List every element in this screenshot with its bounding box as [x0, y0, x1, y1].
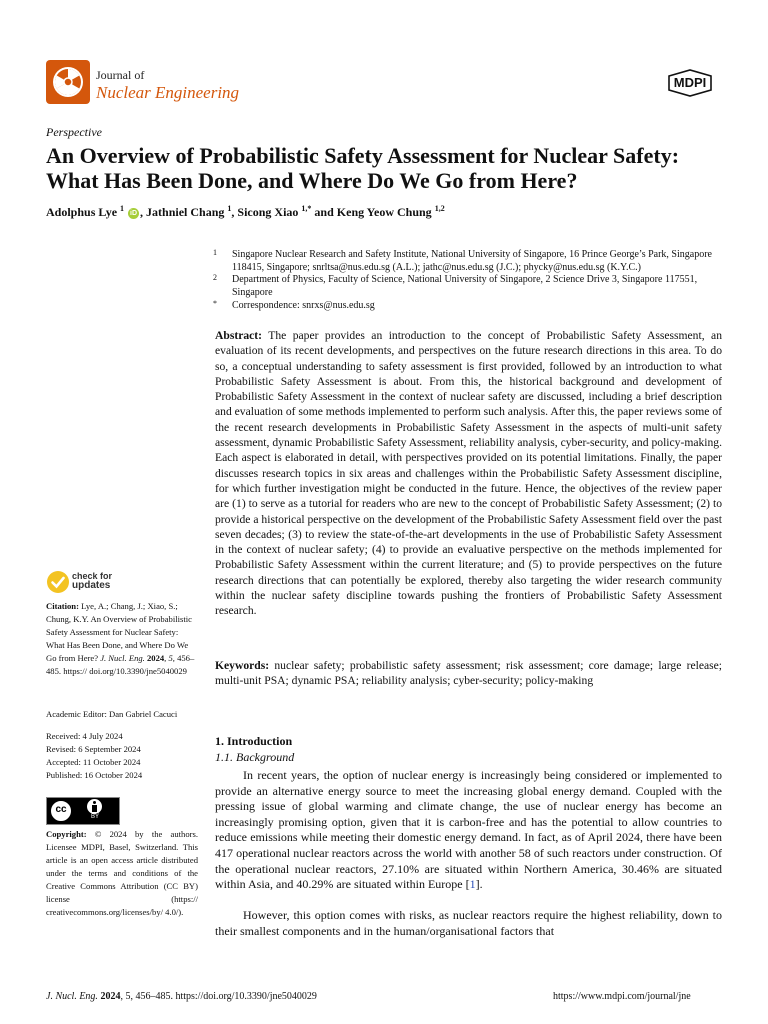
journal-name: [96, 66, 239, 102]
affiliation: 1 Singapore Nuclear Research and Safety Institute, National University of Singapore, 16 Prince George’s Park, Singapore 118415, Singapore; snrltsa@nus.edu.sg (A.L.); jathc@nus.edu.sg (J.C.); phycky@nus.edu.sg (K.Y.C.): [215, 248, 735, 276]
mdpi-logo-text: MDPI: [673, 75, 707, 90]
author-list: Adolphus Lye $^1$ iD , Jathniel Chang $^1$, Sicong Xiao $^{1,*}$ and Keng Yeow Chung $^{1,2}$: [46, 204, 445, 219]
copyright-label: Copyright:: [46, 829, 87, 839]
affiliation: 2 Department of Physics, Faculty of Science, National University of Singapore, 2 Science Drive 3, Singapore 117551, Singapore: [215, 273, 735, 301]
citation: Citation: Lye, A.; Chang, J.; Xiao, S.; Chung, K.Y. An Overview of Probabilistic Safety Assessment for Nuclear Safety: What Has Been Done, and Where Do We Go from Here? J. Nucl. Eng. 2024, 5, 456–485. https:// doi.org/10.3390/jne5040029: [46, 601, 195, 676]
journal-prefix: Journal of: [96, 68, 145, 82]
citation-doi-link[interactable]: doi.org/10.3390/jne5040029: [89, 666, 187, 676]
cc-by-license-icon[interactable]: cc BY: [46, 797, 120, 825]
date-received: Received: 4 July 2024: [46, 731, 123, 741]
keywords: [215, 658, 722, 689]
article-type: Perspective: [46, 125, 102, 139]
date-revised: Revised: 6 September 2024: [46, 744, 141, 754]
affiliation-text: Department of Physics, Faculty of Science, National University of Singapore, 2 Science Drive 3, Singapore 117551, Singapore: [232, 274, 698, 298]
keywords-text: nuclear safety; probabilistic safety assessment; risk assessment; core damage; large release; multi-unit PSA; dynamic PSA; reliability analysis; cyber-security; policy-making: [215, 659, 722, 688]
abstract: [215, 328, 722, 619]
article-title: An Overview of Probabilistic Safety Assessment for Nuclear Safety: What Has Been Done, and Where Do We Go from Here?: [46, 143, 680, 193]
journal-title: Nuclear Engineering: [96, 83, 240, 102]
paragraph: In recent years, the option of nuclear energy is increasingly being considered or implemented to provide an alternative energy source to meet the increasing global energy demand. Coupled with the pressing issue of global warming and climate change, the use of nuclear energy has become an increasingly promising option, given that it is carbon-free and has the potential to allow countries to reduce emissions while meeting their domestic energy demand. In fact, as of April 2024, there have been 417 operational nuclear reactors across the world with another 58 of such reactors under construction. Of the operational nuclear reactors, 27.10% are situated within Northern America, 30.46% are situated within Asia, and 40.29% are situated within Europe [1].: [215, 768, 722, 892]
keywords-label: Keywords:: [215, 659, 270, 672]
abstract-text: The paper provides an introduction to the concept of Probabilistic Safety Assessment, an evaluation of its recent developments, and perspectives on the future research directions in this area. To do so, a conceptual understanding to safety assessment is first provided, followed by an introduction to what Probabilistic Safety Assessment is about. From this, the historical background and development of Probabilistic Safety Assessment in the context of nuclear safety are discussed, including a brief description and evaluation of some methods implemented to perform such analysis. After this, the paper reviews some of the recent research developments in Probabilistic Safety Assessment in the aspects of multi-unit safety assessment, dynamic Probabilistic Safety Assessment, reliability analysis, cyber-security, and policy-making. Each aspect is elaborated in detail, with perspectives provided on its potential limitations. Finally, the paper discusses research topics in six areas and challenges within the Probabilistic Safety Assessment discipline, for which further investigation might be conducted in the future. Hence, the objectives of the review paper are (1) to serve as a tutorial for readers who are new to the concept of Probabilistic Safety Assessment; (2) to provide a historical perspective on the development of the Probabilistic Safety Assessment field over the past seven decades; (3) to review the state-of-the-art developments in the use of Probabilistic Safety Assessment in the context of nuclear safety; (4) to provide an evaluative perspective on the methods implemented for Probabilistic Safety Assessment within the current literature; and (5) to provide perspectives on the future research directions that can potentially be explored, thereby also targeting the wider research community within the nuclear safety discipline towards pushing the frontiers of Probabilistic Safety Assessment research.: [215, 329, 722, 618]
date-accepted: Accepted: 11 October 2024: [46, 757, 141, 767]
affiliation-text: Singapore Nuclear Research and Safety Institute, National University of Singapore, 16 Prince George’s Park, Singapore 118415, Singapore; snrltsa@nus.edu.sg (A.L.); jathc@nus.edu.sg (J.C.); phycky@nus.edu.sg (K.Y.C.): [232, 249, 712, 273]
author-affiliation-mark: 1: [227, 204, 232, 213]
footer-citation: J. Nucl. Eng. 2024, 5, 456–485. https://doi.org/10.3390/jne5040029: [46, 991, 317, 1002]
section-heading: 1. Introduction: [215, 734, 293, 748]
author-affiliation-mark: 1,*: [301, 204, 312, 213]
copyright: Copyright: © 2024 by the authors. Licensee MDPI, Basel, Switzerland. This article is an open access article distributed under the terms and conditions of the Creative Commons Attribution (CC BY) license (https:// creativecommons.org/licenses/by/ 4.0/).: [46, 829, 198, 917]
footer-journal-url[interactable]: https://www.mdpi.com/journal/jne: [553, 991, 691, 1002]
author-affiliation-mark: 1,2: [434, 204, 445, 213]
author-name[interactable]: Sicong Xiao: [237, 205, 299, 219]
reference-link[interactable]: 1: [469, 877, 476, 892]
subsection-heading: 1.1. Background: [215, 750, 295, 764]
orcid-icon[interactable]: iD: [130, 210, 138, 217]
citation-label: Citation:: [46, 601, 79, 611]
abstract-label: Abstract:: [215, 329, 263, 342]
author-name[interactable]: Keng Yeow Chung: [336, 205, 432, 219]
author-affiliation-mark: 1: [120, 204, 125, 213]
check-updates-icon: [46, 570, 70, 594]
publication-dates: [46, 730, 198, 782]
correspondence: Correspondence: snrxs@nus.edu.sg: [232, 300, 375, 311]
radiation-trefoil-icon: [46, 60, 90, 104]
check-for-updates-button[interactable]: check for updates: [46, 570, 126, 596]
academic-editor: Academic Editor: Dan Gabriel Cacuci: [46, 709, 178, 719]
date-published: Published: 16 October 2024: [46, 770, 143, 780]
mdpi-logo-icon: [665, 68, 715, 98]
paragraph: However, this option comes with risks, as nuclear reactors require the highest reliability, down to their smallest components and in the human/organisational factors that: [215, 908, 722, 938]
affiliation: * Correspondence: snrxs@nus.edu.sg: [215, 299, 735, 313]
author-name[interactable]: Jathniel Chang: [146, 205, 225, 219]
author-name[interactable]: Adolphus Lye: [46, 205, 118, 219]
